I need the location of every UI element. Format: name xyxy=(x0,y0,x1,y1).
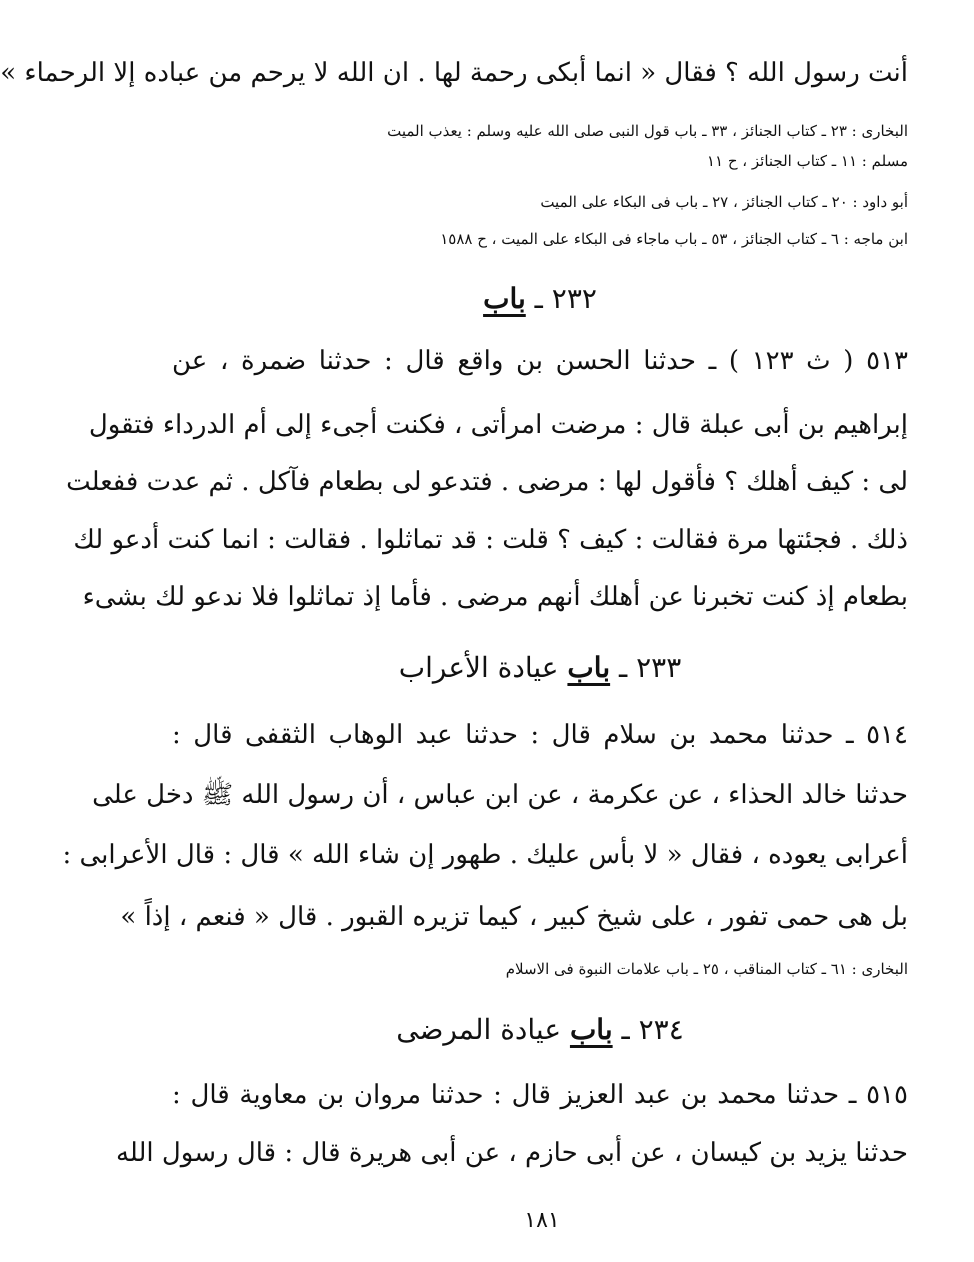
footnote-line: أبو داود : ٢٠ ـ كتاب الجنائز ، ٢٧ ـ باب فى البكاء على الميت xyxy=(540,193,908,211)
hadith-text-line: حدثنا خالد الحذاء ، عن عكرمة ، عن ابن عباس ، أن رسول الله ﷺ دخل على xyxy=(92,780,908,810)
text-line-continuation: أنت رسول الله ؟ فقال « انما أبكى رحمة لها . ان الله لا يرحم من عباده إلا الرحماء » xyxy=(0,58,908,88)
hadith-text-line: ٥١٥ ـ حدثنا محمد بن عبد العزيز قال : حدثنا مروان بن معاوية قال : xyxy=(172,1080,908,1110)
chapter-title: عيادة المرضى xyxy=(396,1013,562,1046)
chapter-heading-232 xyxy=(172,281,908,317)
page-number: ١٨١ xyxy=(524,1208,560,1233)
hadith-text-line: بطعام إذ كنت تخبرنا عن أهلك أنهم مرضى . فأما إذ تماثلوا فلا ندعو لك بشىء xyxy=(82,582,908,612)
chapter-number: ٢٣٢ ـ xyxy=(534,282,597,315)
footnote-line: ابن ماجه : ٦ ـ كتاب الجنائز ، ٥٣ ـ باب ماجاء فى البكاء على الميت ، ح ١٥٨٨ xyxy=(440,230,908,248)
hadith-text-line: لى : كيف أهلك ؟ فأقول لها : مرضى . فتدعو لى بطعام فآكل . ثم عدت ففعلت xyxy=(66,467,908,497)
chapter-number: ٢٣٤ ـ xyxy=(621,1013,684,1046)
hadith-text-line: ٥١٣ ( ث ١٢٣ ) ـ حدثنا الحسن بن واقع قال : حدثنا ضمرة ، عن xyxy=(172,346,908,376)
hadith-text-line: أعرابى يعوده ، فقال « لا بأس عليك . طهور إن شاء الله » قال : قال الأعرابى : xyxy=(62,840,908,870)
footnote-line: البخارى : ٢٣ ـ كتاب الجنائز ، ٣٣ ـ باب قول النبى صلى الله عليه وسلم : يعذب الميت xyxy=(387,122,908,140)
hadith-text-line: بل هى حمى تفور ، على شيخ كبير ، كيما تزيره القبور . قال « فنعم ، إذاً » xyxy=(120,902,908,932)
footnote-line: مسلم : ١١ ـ كتاب الجنائز ، ح ١١ xyxy=(706,152,908,170)
chapter-word: باب xyxy=(567,651,611,684)
chapter-word: باب xyxy=(483,282,526,315)
hadith-text-line: إبراهيم بن أبى عبلة قال : مرضت امرأتى ، فكنت أجىء إلى أم الدرداء فتقول xyxy=(88,410,908,440)
hadith-text-line: ذلك . فجئتها مرة فقالت : كيف ؟ قلت : قد تماثلوا . فقالت : انما كنت أدعو لك xyxy=(73,525,908,555)
footnote-line: البخارى : ٦١ ـ كتاب المناقب ، ٢٥ ـ باب علامات النبوة فى الاسلام xyxy=(505,960,908,978)
chapter-title: عيادة الأعراب xyxy=(398,651,559,684)
chapter-heading-234 xyxy=(172,1012,908,1048)
chapter-number: ٢٣٣ ـ xyxy=(619,651,682,684)
hadith-text-line: ٥١٤ ـ حدثنا محمد بن سلام قال : حدثنا عبد الوهاب الثقفى قال : xyxy=(172,720,908,750)
chapter-word: باب xyxy=(569,1013,613,1046)
chapter-heading-233 xyxy=(172,650,908,686)
hadith-text-line: حدثنا يزيد بن كيسان ، عن أبى حازم ، عن أبى هريرة قال : قال رسول الله xyxy=(115,1138,908,1168)
